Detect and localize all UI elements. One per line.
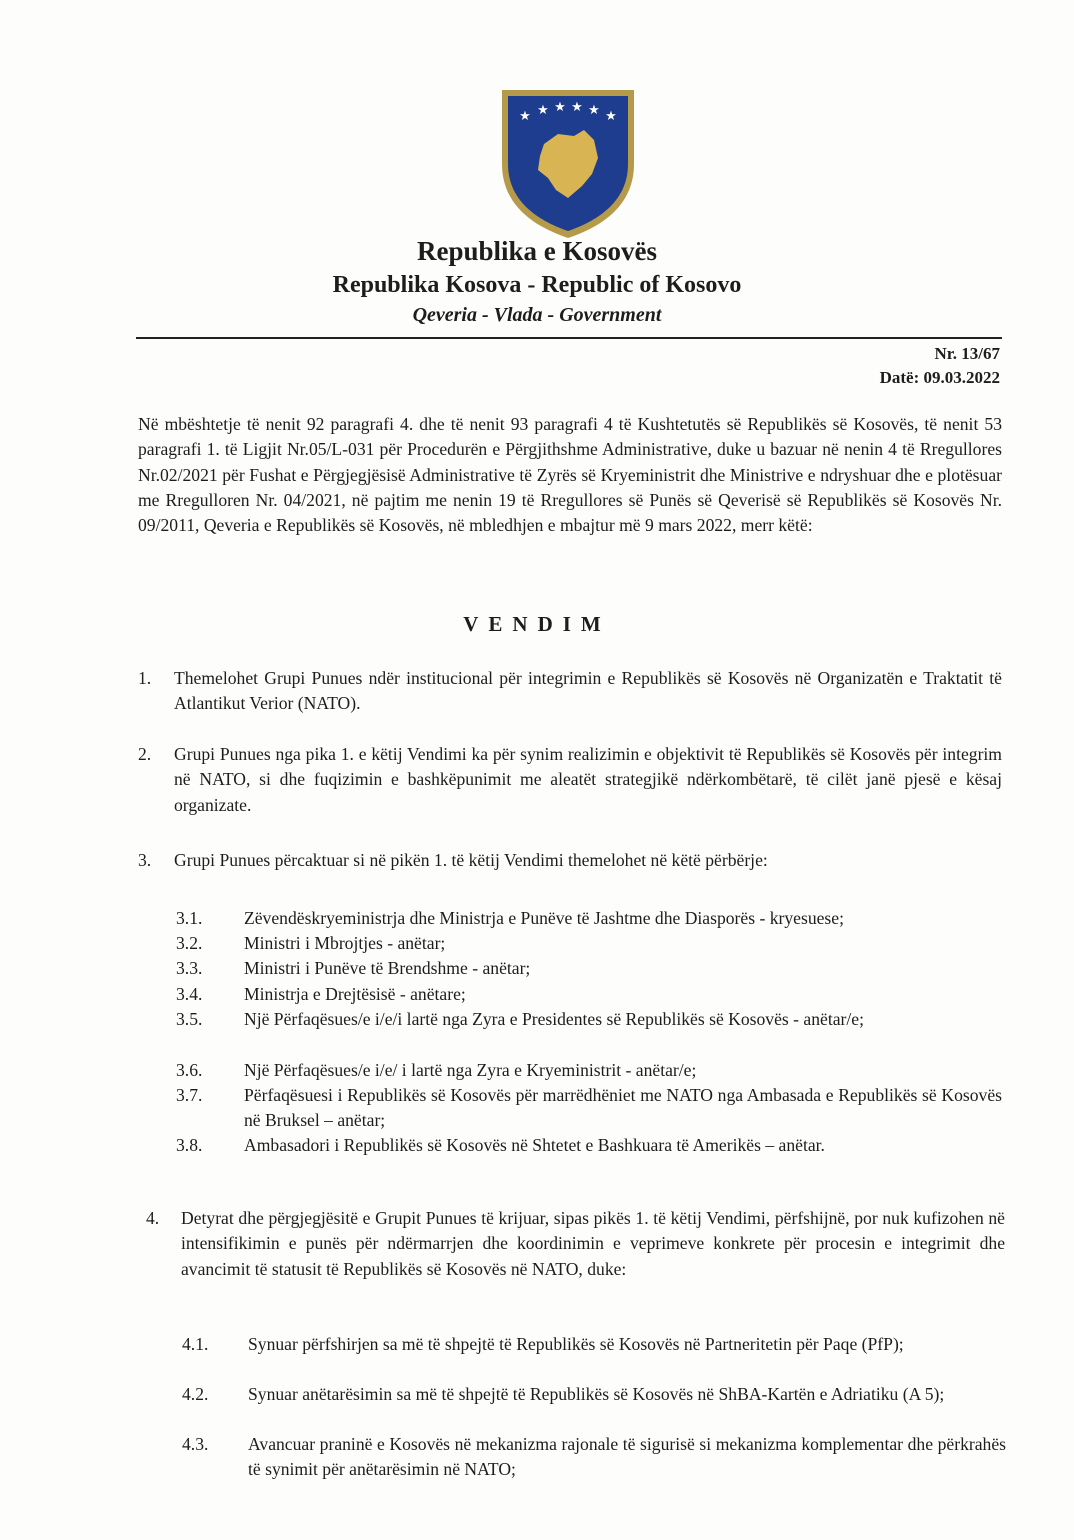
member-text: Një Përfaqësues/e i/e/ i lartë nga Zyra e Kryeministrit - anëtar/e; xyxy=(244,1060,697,1080)
member-number: 3.1. xyxy=(176,908,203,928)
header-divider xyxy=(136,337,1002,339)
svg-text:★: ★ xyxy=(571,100,583,115)
member-number: 3.2. xyxy=(176,933,203,953)
member-text: Ministri i Punëve të Brendshme - anëtar; xyxy=(244,958,531,978)
header-title: Republika e Kosovës xyxy=(416,236,658,266)
member-number: 3.6. xyxy=(176,1060,203,1080)
document-number: Nr. 13/67 xyxy=(934,344,1000,363)
member-number: 3.3. xyxy=(176,958,203,978)
task-number: 4.2. xyxy=(182,1384,209,1404)
task-text: Synuar anëtarësimin sa më të shpejtë të Republikës së Kosovës në ShBA-Kartën e Adriatiku (A 5); xyxy=(248,1384,945,1404)
header-subtitle: Republika Kosova - Republic of Kosovo xyxy=(332,272,742,298)
svg-text:★: ★ xyxy=(537,103,549,118)
point-number: 2. xyxy=(138,744,152,764)
point-text: Grupi Punues përcaktuar si në pikën 1. të këtij Vendimi themelohet në këtë përbërje: xyxy=(174,850,768,870)
member-text: Zëvendëskryeministrja dhe Ministrja e Punëve të Jashtme dhe Diasporës - kryesuese; xyxy=(244,908,844,928)
intro-paragraph: Në mbështetje të nenit 92 paragrafi 4. dhe të nenit 93 paragrafi 4 të Kushtetutës së Republikës së Kosovës, të nenit 53 paragrafi 1. të Ligjit Nr.05/L-031 për Procedurën e Përgjithshme Administrative, duke u bazuar në nenin 4 të Rregullores Nr.02/2021 për Fushat e Përgjegjësisë Administrative të Zyrës së Kryeministrit dhe Ministrive e ndryshuar dhe e plotësuar me Rregulloren Nr. 04/2021, në pajtim me nenin 19 të Rregullores së Punës së Qeverisë së Republikës së Kosovës Nr. 09/2011, Qeveria e Republikës së Kosovës, në mbledhjen e mbajtur më 9 mars 2022, merr këtë: xyxy=(138,414,1002,536)
point-text: Grupi Punues nga pika 1. e këtij Vendimi ka për synim realizimin e objektivit të Republikës së Kosovës për integrim në NATO, si dhe fuqizimin e bashkëpunimit me aleatët strategjikë ndërkombëtarë, të cilët janë pjesë e kësaj organizate. xyxy=(174,744,1002,815)
svg-text:★: ★ xyxy=(554,100,566,115)
task-text: Avancuar praninë e Kosovës në mekanizma rajonale të sigurisë si mekanizma komplementar dhe përkrahës të synimit për anëtarësimin në NATO; xyxy=(248,1434,1006,1480)
point-text: Detyrat dhe përgjegjësitë e Grupit Punues të krijuar, sipas pikës 1. të këtij Vendimi, përfshijnë, por nuk kufizohen në intensifikimin e punës për ndërmarrjen dhe koordinimin e veprimeve konkrete për procesin e integrimit dhe avancimit të statusit të Republikës së Kosovës në NATO, duke: xyxy=(181,1208,1005,1279)
member-text: Një Përfaqësues/e i/e/i lartë nga Zyra e Presidentes së Republikës së Kosovës - anëtar/e; xyxy=(244,1009,864,1029)
document-date: Datë: 09.03.2022 xyxy=(879,368,1000,387)
svg-text:★: ★ xyxy=(605,109,617,124)
header-government: Qeveria - Vlada - Government xyxy=(412,304,662,326)
member-number: 3.8. xyxy=(176,1135,203,1155)
point-number: 4. xyxy=(146,1208,160,1228)
point-text: Themelohet Grupi Punues ndër institucional për integrimin e Republikës së Kosovës në Organizatën e Traktatit të Atlantikut Verior (NATO). xyxy=(174,668,1002,714)
point-number: 3. xyxy=(138,850,152,870)
member-text: Ministri i Mbrojtjes - anëtar; xyxy=(244,933,446,953)
member-number: 3.7. xyxy=(176,1085,203,1105)
member-number: 3.5. xyxy=(176,1009,203,1029)
member-text: Ambasadori i Republikës së Kosovës në Shtetet e Bashkuara të Amerikës – anëtar. xyxy=(244,1135,825,1155)
member-text: Përfaqësuesi i Republikës së Kosovës për marrëdhëniet me NATO nga Ambasada e Republikës së Kosovës në Bruksel – anëtar; xyxy=(244,1085,1002,1131)
task-text: Synuar përfshirjen sa më të shpejtë të Republikës së Kosovës në Partneritetin për Paqe (PfP); xyxy=(248,1334,904,1354)
decision-title: VENDIM xyxy=(463,612,611,636)
svg-text:★: ★ xyxy=(588,103,600,118)
member-text: Ministrja e Drejtësisë - anëtare; xyxy=(244,984,466,1004)
task-number: 4.3. xyxy=(182,1434,209,1454)
member-number: 3.4. xyxy=(176,984,203,1004)
kosovo-coat-of-arms-icon xyxy=(498,86,638,242)
task-number: 4.1. xyxy=(182,1334,209,1354)
point-number: 1. xyxy=(138,668,152,688)
svg-text:★: ★ xyxy=(519,109,531,124)
